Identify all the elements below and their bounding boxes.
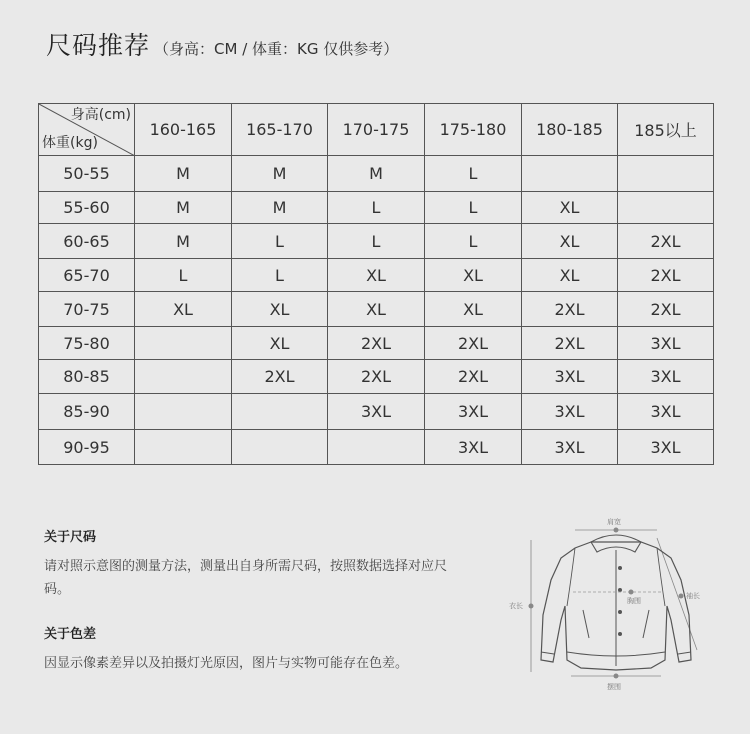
size-cell bbox=[135, 327, 232, 360]
table-row bbox=[39, 259, 714, 292]
size-cell: XL bbox=[232, 327, 328, 360]
weight-cell: 80-85 bbox=[39, 360, 135, 394]
length-label: 衣长 bbox=[509, 602, 523, 610]
corner-height-label: 身高(cm) bbox=[70, 107, 131, 123]
size-cell: XL bbox=[232, 292, 328, 327]
header-row bbox=[39, 104, 714, 156]
size-cell bbox=[135, 360, 232, 394]
weight-cell: 75-80 bbox=[39, 327, 135, 360]
table-row bbox=[39, 156, 714, 192]
size-cell bbox=[522, 156, 618, 192]
size-cell: XL bbox=[522, 224, 618, 259]
size-cell: 2XL bbox=[328, 327, 425, 360]
size-cell: 3XL bbox=[522, 360, 618, 394]
table-row bbox=[39, 292, 714, 327]
size-cell: XL bbox=[522, 192, 618, 224]
size-cell: L bbox=[328, 192, 425, 224]
size-cell bbox=[328, 430, 425, 465]
height-header: 170-175 bbox=[328, 104, 425, 156]
size-cell: 2XL bbox=[425, 360, 522, 394]
size-cell: 2XL bbox=[232, 360, 328, 394]
height-header: 160-165 bbox=[135, 104, 232, 156]
title-main: 尺码推荐 bbox=[46, 31, 151, 60]
sleeve-label: 袖长 bbox=[686, 592, 700, 600]
table-row bbox=[39, 360, 714, 394]
size-cell: L bbox=[425, 224, 522, 259]
size-cell: L bbox=[232, 224, 328, 259]
size-cell: M bbox=[135, 192, 232, 224]
height-header: 165-170 bbox=[232, 104, 328, 156]
size-cell: 3XL bbox=[522, 394, 618, 430]
size-cell: XL bbox=[328, 259, 425, 292]
size-cell: L bbox=[328, 224, 425, 259]
size-cell: 2XL bbox=[522, 327, 618, 360]
height-header: 180-185 bbox=[522, 104, 618, 156]
size-note-text: 请对照示意图的测量方法，测量出自身所需尺码，按照数据选择对应尺码。 bbox=[44, 559, 448, 597]
size-cell: 3XL bbox=[618, 360, 714, 394]
size-cell: M bbox=[328, 156, 425, 192]
table-row bbox=[39, 224, 714, 259]
weight-cell: 55-60 bbox=[39, 192, 135, 224]
color-note-heading: 关于色差 bbox=[44, 627, 97, 642]
table-row bbox=[39, 394, 714, 430]
size-cell: L bbox=[135, 259, 232, 292]
size-cell: XL bbox=[425, 259, 522, 292]
weight-cell: 85-90 bbox=[39, 394, 135, 430]
size-cell bbox=[618, 192, 714, 224]
corner-cell bbox=[39, 104, 135, 156]
height-header: 175-180 bbox=[425, 104, 522, 156]
size-cell bbox=[232, 394, 328, 430]
title-subtitle: （身高：CM / 体重：KG 仅供参考） bbox=[154, 40, 399, 58]
size-cell: M bbox=[135, 156, 232, 192]
size-cell: 3XL bbox=[618, 394, 714, 430]
size-cell bbox=[232, 430, 328, 465]
weight-cell: 70-75 bbox=[39, 292, 135, 327]
size-cell: XL bbox=[425, 292, 522, 327]
size-cell: M bbox=[232, 156, 328, 192]
weight-cell: 65-70 bbox=[39, 259, 135, 292]
shoulder-label: 肩宽 bbox=[607, 518, 621, 526]
hem-label: 摆围 bbox=[607, 683, 621, 691]
size-cell: 3XL bbox=[425, 430, 522, 465]
size-cell: L bbox=[425, 192, 522, 224]
page-title bbox=[46, 26, 398, 62]
size-cell: XL bbox=[522, 259, 618, 292]
corner-weight-label: 体重(kg) bbox=[42, 135, 98, 151]
table-row bbox=[39, 327, 714, 360]
size-cell: M bbox=[232, 192, 328, 224]
size-cell: 2XL bbox=[618, 259, 714, 292]
size-table bbox=[38, 103, 714, 465]
color-note-text: 因显示像素差异以及拍摄灯光原因，图片与实物可能存在色差。 bbox=[44, 656, 409, 671]
size-cell: L bbox=[425, 156, 522, 192]
size-cell: 2XL bbox=[425, 327, 522, 360]
size-cell: XL bbox=[135, 292, 232, 327]
size-cell bbox=[618, 156, 714, 192]
size-cell: 2XL bbox=[618, 224, 714, 259]
notes-section bbox=[44, 526, 464, 675]
size-cell: XL bbox=[328, 292, 425, 327]
jacket-measure-diagram bbox=[505, 510, 715, 695]
weight-cell: 60-65 bbox=[39, 224, 135, 259]
size-cell: 2XL bbox=[328, 360, 425, 394]
size-cell bbox=[135, 430, 232, 465]
chest-label: 胸围 bbox=[627, 597, 641, 605]
size-cell: 3XL bbox=[522, 430, 618, 465]
table-row bbox=[39, 430, 714, 465]
height-header: 185以上 bbox=[618, 104, 714, 156]
size-cell: 2XL bbox=[618, 292, 714, 327]
size-cell: M bbox=[135, 224, 232, 259]
size-cell: 3XL bbox=[425, 394, 522, 430]
size-cell: 3XL bbox=[618, 430, 714, 465]
weight-cell: 50-55 bbox=[39, 156, 135, 192]
size-cell: 3XL bbox=[618, 327, 714, 360]
size-cell: 3XL bbox=[328, 394, 425, 430]
size-cell: L bbox=[232, 259, 328, 292]
size-cell: 2XL bbox=[522, 292, 618, 327]
size-cell bbox=[135, 394, 232, 430]
size-note-heading: 关于尺码 bbox=[44, 530, 97, 545]
table-row bbox=[39, 192, 714, 224]
weight-cell: 90-95 bbox=[39, 430, 135, 465]
